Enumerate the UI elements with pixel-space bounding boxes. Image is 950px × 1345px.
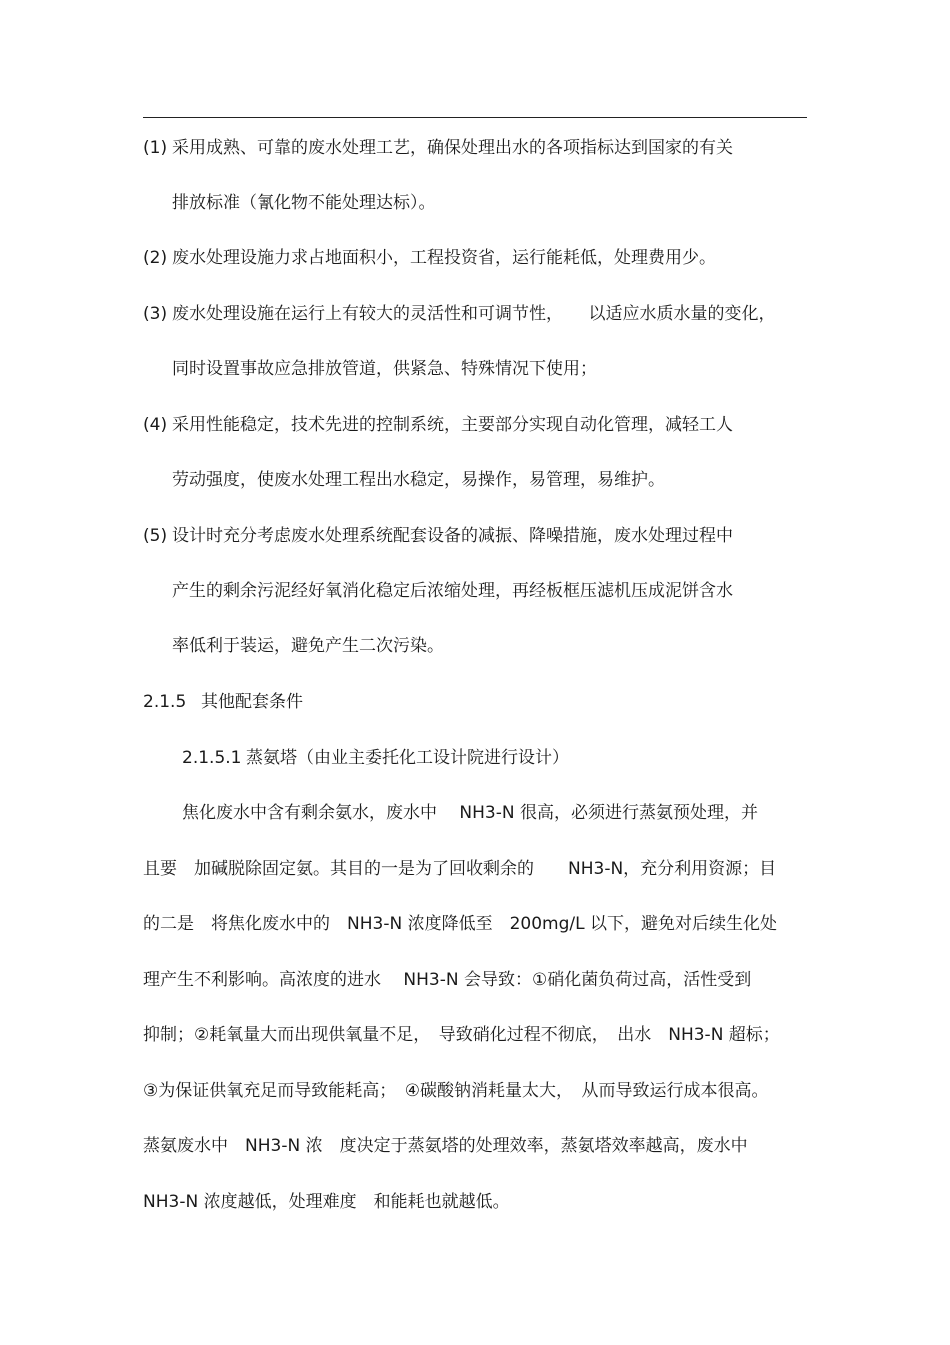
item-number: (1) <box>143 138 168 158</box>
item-text-line: 采用成熟、可靠的废水处理工艺，确保处理出水的各项指标达到国家的有关 <box>172 138 733 158</box>
paragraph-line: 且要 加碱脱除固定氨。其目的一是为了回收剩余的 NH3-N，充分利用资源；目 <box>143 859 777 879</box>
header-rule <box>143 117 807 118</box>
item-text-line: 废水处理设施在运行上有较大的灵活性和可调节性， 以适应水质水量的变化， <box>172 304 776 324</box>
paragraph-line: ③为保证供氧充足而导致能耗高； ④碳酸钠消耗量太大， 从而导致运行成本很高。 <box>143 1081 769 1101</box>
section-number: 2.1.5 <box>143 692 187 712</box>
item-text-line: 排放标准（氰化物不能处理达标）。 <box>172 193 436 213</box>
item-number: (5) <box>143 526 168 546</box>
item-text-line: 劳动强度，使废水处理工程出水稳定，易操作，易管理，易维护。 <box>172 470 665 490</box>
paragraph-line: 理产生不利影响。高浓度的进水 NH3-N 会导致：①硝化菌负荷过高，活性受到 <box>143 970 752 990</box>
paragraph-line: 蒸氨废水中 NH3-N 浓 度决定于蒸氨塔的处理效率，蒸氨塔效率越高，废水中 <box>143 1136 748 1156</box>
paragraph-line: 抑制；②耗氧量大而出现供氧量不足， 导致硝化过程不彻底， 出水 NH3-N 超标； <box>143 1025 780 1045</box>
section-title: 其他配套条件 <box>201 692 303 712</box>
item-text-line: 设计时充分考虑废水处理系统配套设备的减振、降噪措施，废水处理过程中 <box>172 526 733 546</box>
item-number: (2) <box>143 248 168 268</box>
item-text-line: 废水处理设施力求占地面积小，工程投资省，运行能耗低，处理费用少。 <box>172 248 716 268</box>
paragraph-line: NH3-N 浓度越低，处理难度 和能耗也就越低。 <box>143 1192 510 1212</box>
item-text-line: 同时设置事故应急排放管道，供紧急、特殊情况下使用； <box>172 359 597 379</box>
subsection-title: 蒸氨塔（由业主委托化工设计院进行设计） <box>246 748 569 768</box>
subsection-number: 2.1.5.1 <box>182 748 242 768</box>
item-text-line: 采用性能稳定，技术先进的控制系统，主要部分实现自动化管理，减轻工人 <box>172 415 733 435</box>
paragraph-line: 焦化废水中含有剩余氨水，废水中 NH3-N 很高，必须进行蒸氨预处理，并 <box>182 803 758 823</box>
paragraph-line: 的二是 将焦化废水中的 NH3-N 浓度降低至 200mg/L 以下，避免对后续生化处 <box>143 914 777 934</box>
item-text-line: 产生的剩余污泥经好氧消化稳定后浓缩处理，再经板框压滤机压成泥饼含水 <box>172 581 733 601</box>
item-number: (4) <box>143 415 168 435</box>
item-text-line: 率低利于装运，避免产生二次污染。 <box>172 636 444 656</box>
item-number: (3) <box>143 304 168 324</box>
